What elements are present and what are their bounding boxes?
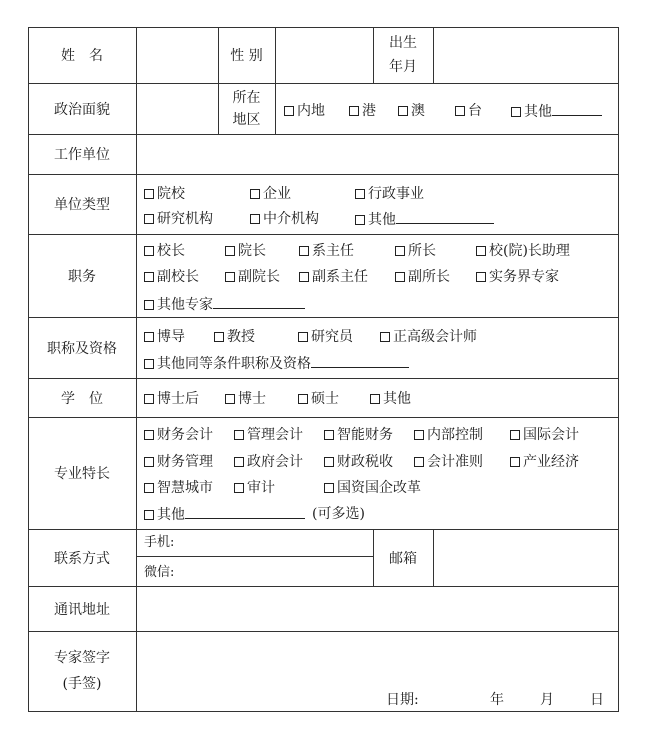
fill-blank[interactable] [311, 355, 409, 368]
position-option-vice-president[interactable]: 副校长 [144, 269, 199, 285]
specialty-option-accounting-standards[interactable]: 会计准则 [414, 454, 483, 470]
email-field[interactable] [433, 529, 618, 586]
checkbox-icon [225, 272, 235, 282]
checkbox-icon [324, 430, 334, 440]
birth-label-line2: 年月 [389, 59, 417, 75]
degree-label: 学 位 [61, 390, 103, 407]
position-option-vice-dean[interactable]: 副院长 [225, 269, 280, 285]
phone-label: 手机: [144, 535, 175, 550]
checkbox-icon [355, 215, 365, 225]
position-option-institute-head[interactable]: 所长 [395, 243, 436, 259]
checkbox-icon [380, 332, 390, 342]
degree-option-master[interactable]: 硕士 [298, 391, 339, 407]
title-option-researcher[interactable]: 研究员 [298, 329, 353, 345]
date-year-label: 年 [490, 692, 504, 708]
signature-label-line2: (手签) [62, 676, 102, 692]
title-option-other[interactable]: 其他同等条件职称及资格 [144, 355, 409, 372]
checkbox-icon [225, 394, 235, 404]
checkbox-icon [144, 483, 154, 493]
specialty-option-fiscal-taxation[interactable]: 财政税收 [324, 454, 393, 470]
fill-blank[interactable] [185, 506, 305, 519]
gender-field[interactable] [275, 27, 373, 83]
checkbox-icon [395, 246, 405, 256]
unit-type-option-enterprise[interactable]: 企业 [250, 186, 291, 202]
region-option-taiwan[interactable]: 台 [455, 103, 482, 119]
region-option-macau[interactable]: 澳 [398, 103, 425, 119]
specialty-label: 专业特长 [54, 466, 110, 482]
checkbox-icon [144, 272, 154, 282]
specialty-option-soe-reform[interactable]: 国资国企改革 [324, 480, 421, 496]
checkbox-icon [225, 246, 235, 256]
fill-blank[interactable] [552, 103, 602, 116]
unit-type-label: 单位类型 [54, 197, 110, 213]
name-field[interactable] [136, 27, 218, 83]
specialty-option-industrial-economics[interactable]: 产业经济 [510, 454, 579, 470]
checkbox-icon [510, 430, 520, 440]
checkbox-icon [234, 457, 244, 467]
checkbox-icon [299, 272, 309, 282]
checkbox-icon [214, 332, 224, 342]
political-label: 政治面貌 [54, 101, 110, 118]
address-field[interactable] [136, 586, 618, 631]
signature-label-line1: 专家签字 [54, 650, 110, 666]
checkbox-icon [144, 510, 154, 520]
checkbox-icon [144, 394, 154, 404]
position-option-practitioner[interactable]: 实务界专家 [476, 269, 559, 285]
table-border-right [618, 27, 619, 712]
degree-option-doctor[interactable]: 博士 [225, 391, 266, 407]
date-label: 日期: [386, 692, 419, 708]
checkbox-icon [144, 359, 154, 369]
specialty-option-internal-control[interactable]: 内部控制 [414, 427, 483, 443]
signature-area[interactable] [138, 633, 616, 685]
checkbox-icon [299, 246, 309, 256]
birth-date-field[interactable] [433, 27, 618, 83]
checkbox-icon [298, 332, 308, 342]
checkbox-icon [398, 106, 408, 116]
specialty-option-smart-finance[interactable]: 智能财务 [324, 427, 393, 443]
specialty-option-audit[interactable]: 审计 [234, 480, 275, 496]
checkbox-icon [144, 189, 154, 199]
phone-field[interactable] [180, 531, 370, 555]
degree-option-other[interactable]: 其他 [370, 391, 411, 407]
checkbox-icon [250, 214, 260, 224]
checkbox-icon [414, 430, 424, 440]
checkbox-icon [455, 106, 465, 116]
multi-select-note: (可多选) [312, 506, 365, 522]
position-label: 职务 [68, 268, 96, 285]
checkbox-icon [144, 246, 154, 256]
checkbox-icon [324, 457, 334, 467]
position-option-dept-head[interactable]: 系主任 [299, 243, 354, 259]
region-option-mainland[interactable]: 内地 [284, 103, 325, 119]
title-option-phd-supervisor[interactable]: 博导 [144, 329, 185, 345]
checkbox-icon [511, 107, 521, 117]
address-label: 通讯地址 [54, 601, 110, 618]
checkbox-icon [234, 430, 244, 440]
checkbox-icon [144, 332, 154, 342]
unit-type-option-other[interactable]: 其他 [355, 211, 494, 228]
title-option-professor[interactable]: 教授 [214, 329, 255, 345]
checkbox-icon [250, 189, 260, 199]
specialty-option-financial-management[interactable]: 财务管理 [144, 454, 213, 470]
date-day-label: 日 [590, 692, 604, 708]
checkbox-icon [234, 483, 244, 493]
specialty-option-government-accounting[interactable]: 政府会计 [234, 454, 303, 470]
birth-label-line1: 出生 [389, 35, 417, 51]
specialty-option-international-accounting[interactable]: 国际会计 [510, 427, 579, 443]
wechat-label: 微信: [144, 565, 175, 580]
checkbox-icon [476, 272, 486, 282]
checkbox-icon [370, 394, 380, 404]
position-option-dean[interactable]: 院长 [225, 243, 266, 259]
checkbox-icon [144, 300, 154, 310]
work-unit-field[interactable] [136, 134, 618, 174]
wechat-field[interactable] [180, 559, 370, 583]
region-option-other[interactable]: 其他 [511, 103, 602, 120]
checkbox-icon [144, 430, 154, 440]
checkbox-icon [414, 457, 424, 467]
fill-blank[interactable] [396, 211, 494, 224]
position-option-assistant[interactable]: 校(院)长助理 [476, 243, 570, 259]
unit-type-option-government[interactable]: 行政事业 [355, 186, 424, 202]
specialty-option-smart-city[interactable]: 智慧城市 [144, 480, 213, 496]
specialty-option-other[interactable]: 其他 [144, 506, 305, 523]
checkbox-icon [144, 457, 154, 467]
checkbox-icon [144, 214, 154, 224]
table-border-bottom [28, 711, 619, 712]
name-label: 姓 名 [61, 48, 103, 64]
region-label-line1: 所在 [232, 89, 261, 106]
work-unit-label: 工作单位 [54, 147, 110, 163]
date-month-label: 月 [540, 692, 554, 708]
checkbox-icon [355, 189, 365, 199]
position-option-vice-institute-head[interactable]: 副所长 [395, 269, 450, 285]
unit-type-option-college[interactable]: 院校 [144, 186, 185, 202]
checkbox-icon [324, 483, 334, 493]
position-option-vice-dept-head[interactable]: 副系主任 [299, 269, 368, 285]
checkbox-icon [476, 246, 486, 256]
gender-label: 性 别 [230, 48, 263, 64]
unit-type-option-research[interactable]: 研究机构 [144, 211, 213, 227]
position-option-other-expert[interactable]: 其他专家 [144, 296, 305, 313]
expert-registration-form [28, 27, 619, 712]
region-label-line2: 地区 [232, 111, 261, 128]
contact-label: 联系方式 [54, 550, 110, 567]
checkbox-icon [284, 106, 294, 116]
position-option-president[interactable]: 校长 [144, 243, 185, 259]
checkbox-icon [349, 106, 359, 116]
specialty-option-management-accounting[interactable]: 管理会计 [234, 427, 303, 443]
email-label: 邮箱 [389, 550, 417, 567]
checkbox-icon [395, 272, 405, 282]
degree-option-postdoc[interactable]: 博士后 [144, 391, 199, 407]
region-option-hongkong[interactable]: 港 [349, 103, 376, 119]
unit-type-option-intermediary[interactable]: 中介机构 [250, 211, 319, 227]
contact-inner-divider [136, 556, 373, 557]
specialty-option-financial-accounting[interactable]: 财务会计 [144, 427, 213, 443]
title-label: 职称及资格 [47, 340, 117, 357]
fill-blank[interactable] [213, 296, 305, 309]
title-option-senior-accountant[interactable]: 正高级会计师 [380, 329, 477, 345]
checkbox-icon [298, 394, 308, 404]
political-status-field[interactable] [136, 83, 218, 134]
checkbox-icon [510, 457, 520, 467]
